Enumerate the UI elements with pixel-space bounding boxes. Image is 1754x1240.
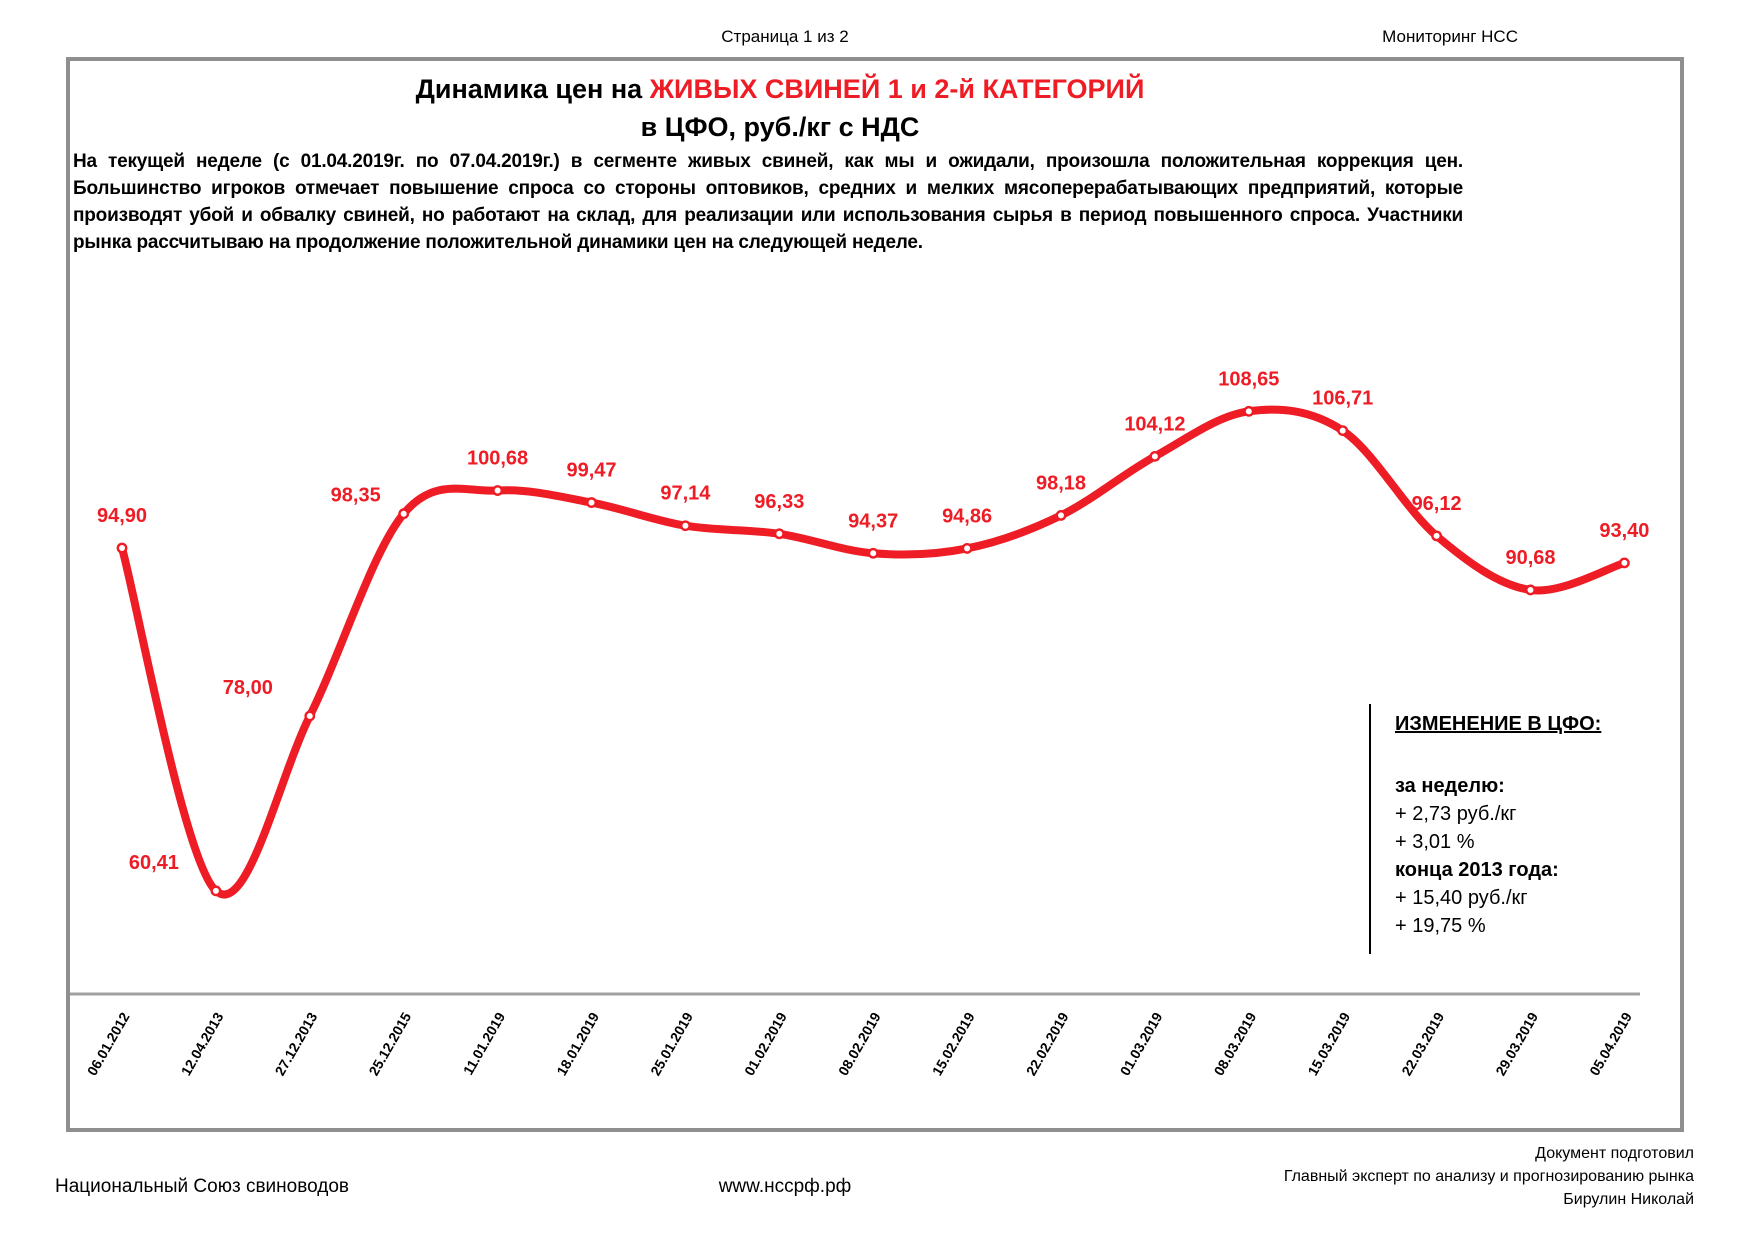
- footer-prepared-by: [1284, 1142, 1694, 1211]
- footer-organization: Национальный Союз свиноводов: [55, 1176, 350, 1197]
- annotation-week-pct: + 3,01 %: [1395, 831, 1475, 853]
- data-point-label: 94,37: [848, 510, 899, 533]
- data-point-label: 60,41: [128, 851, 179, 874]
- x-axis-tick-label: 15.03.2019: [1304, 1009, 1354, 1079]
- data-point-label: 96,12: [1411, 492, 1462, 515]
- data-point-label: 98,18: [1035, 472, 1087, 495]
- annotation-since-rub: + 15,40 руб./кг: [1395, 887, 1528, 909]
- x-axis-tick-label: 01.03.2019: [1116, 1009, 1166, 1079]
- annotation-week-label: за неделю:: [1395, 775, 1505, 797]
- title-highlight: ЖИВЫХ СВИНЕЙ 1 и 2-й КАТЕГОРИЙ: [649, 74, 1145, 104]
- data-point-label: 94,86: [942, 505, 993, 528]
- x-axis-tick-label: 22.03.2019: [1398, 1009, 1448, 1079]
- x-axis-tick-label: 18.01.2019: [553, 1009, 603, 1079]
- data-point-label: 94,90: [96, 505, 148, 527]
- data-point-label: 106,71: [1312, 387, 1374, 410]
- data-point-label: 90,68: [1505, 546, 1556, 569]
- footer-website: www.нссрф.рф: [718, 1176, 852, 1197]
- x-axis-tick-label: 25.01.2019: [647, 1009, 696, 1079]
- x-axis-tick-label: 06.01.2012: [83, 1009, 133, 1079]
- x-axis-tick-label: 22.02.2019: [1022, 1009, 1072, 1079]
- x-axis-tick-label: 01.02.2019: [741, 1009, 790, 1079]
- x-axis-tick-label: 27.12.2013: [271, 1009, 321, 1079]
- prepared-by-line: Документ подготовил: [1535, 1145, 1694, 1162]
- chart-title: [70, 74, 1490, 105]
- annotation-week-rub: + 2,73 руб./кг: [1395, 803, 1517, 825]
- prepared-by-line: Главный эксперт по анализу и прогнозированию рынка: [1283, 1168, 1694, 1185]
- x-axis-tick-label: 11.01.2019: [459, 1009, 509, 1078]
- x-axis-tick-label: 29.03.2019: [1492, 1009, 1542, 1079]
- x-axis-tick-label: 25.12.2015: [365, 1009, 415, 1079]
- data-point-label: 98,35: [330, 484, 381, 507]
- data-point-label: 93,40: [1599, 519, 1650, 542]
- data-point-label: 78,00: [222, 676, 273, 699]
- data-point-label: 104,12: [1124, 413, 1186, 436]
- data-point-label: 97,14: [660, 482, 711, 505]
- x-axis-tick-label: 08.03.2019: [1210, 1009, 1260, 1079]
- doc-label: Мониторинг НСС: [1382, 27, 1518, 46]
- annotation-heading: ИЗМЕНЕНИЕ В ЦФО:: [1395, 713, 1602, 735]
- x-axis-tick-label: 08.02.2019: [834, 1009, 884, 1079]
- x-axis-tick-label: 15.02.2019: [928, 1009, 978, 1079]
- page-indicator: Страница 1 из 2: [721, 27, 849, 46]
- change-summary-box: [1369, 704, 1601, 954]
- summary-paragraph: На текущей неделе (с 01.04.2019г. по 07.04.2019г.) в сегменте живых свиней, как мы и ожидали, произошла положительная коррекция цен. Большинство игроков отмечает повышение спроса со стороны оптовиков, средних и мелких мясоперерабатывающих предприятий, которые производят убой и обвалку свиней, но работают на склад, для реализации или использования сырья в период повышенного спроса. Участники рынка рассчитываю на продолжение положительной динамики цен на следующей неделе.: [73, 151, 1463, 253]
- data-point-label: 96,33: [754, 490, 805, 513]
- title-prefix: Динамика цен на: [415, 74, 650, 104]
- data-point-label: 99,47: [566, 459, 617, 482]
- x-axis-tick-label: 12.04.2013: [177, 1009, 227, 1079]
- prepared-by-line: Бирулин Николай: [1563, 1191, 1694, 1208]
- chart-subtitle: в ЦФО, руб./кг с НДС: [640, 112, 920, 142]
- annotation-since-label: конца 2013 года:: [1395, 859, 1559, 881]
- data-point-label: 100,68: [467, 447, 529, 470]
- data-point-label: 108,65: [1218, 368, 1280, 391]
- x-axis-tick-label: 05.04.2019: [1586, 1009, 1635, 1079]
- annotation-since-pct: + 19,75 %: [1395, 915, 1486, 937]
